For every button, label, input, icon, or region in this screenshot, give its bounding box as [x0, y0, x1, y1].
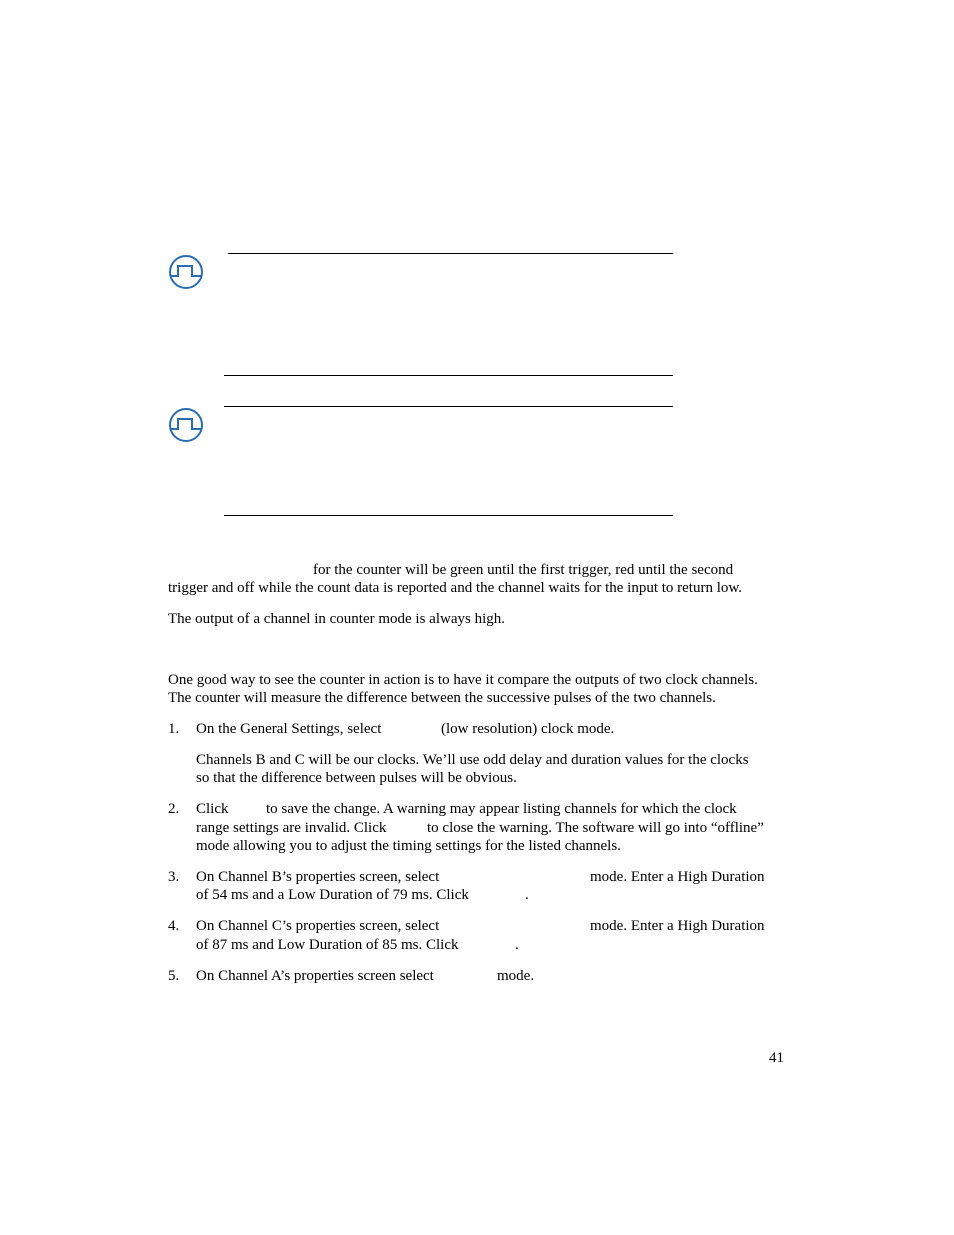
step-text: . — [525, 887, 529, 903]
step-number: 3. — [168, 869, 180, 885]
clock-pulse-icon — [167, 406, 205, 444]
step-number: 2. — [168, 801, 180, 817]
step-number: 5. — [168, 968, 180, 984]
step-text: to save the change. A warning may appear listing channels for which the clock — [266, 801, 737, 817]
step-text: On the General Settings, select — [196, 721, 382, 737]
step-text: On Channel C’s properties screen, select — [196, 918, 440, 934]
note-top-rule — [224, 406, 673, 407]
step-text: mode. Enter a High Duration — [590, 869, 765, 885]
step-text: mode. — [497, 968, 535, 984]
step-text: range settings are invalid. Click — [196, 820, 387, 836]
step-text: Click — [196, 801, 229, 817]
step-subtext: Channels B and C will be our clocks. We’ll use odd delay and duration values for the clocks — [196, 752, 749, 768]
step-text: to close the warning. The software will go into “offline” — [427, 820, 764, 836]
step-text: (low resolution) clock mode. — [441, 721, 615, 737]
step-number: 4. — [168, 918, 180, 934]
step-text: On Channel A’s properties screen select — [196, 968, 434, 984]
step-number: 1. — [168, 721, 180, 737]
step-text: mode. Enter a High Duration — [590, 918, 765, 934]
led-paragraph-line: trigger and off while the count data is reported and the channel waits for the input to return low. — [168, 580, 742, 596]
step-text: On Channel B’s properties screen, select — [196, 869, 440, 885]
intro-paragraph-line: The counter will measure the difference between the successive pulses of the two channels. — [168, 690, 716, 706]
clock-pulse-icon — [167, 253, 205, 291]
note-top-rule — [228, 253, 673, 254]
note-bottom-rule — [224, 375, 673, 376]
note-bottom-rule — [224, 515, 673, 516]
led-paragraph-line: for the counter will be green until the first trigger, red until the second — [313, 562, 734, 578]
output-paragraph: The output of a channel in counter mode is always high. — [168, 611, 505, 627]
step-text: . — [515, 937, 519, 953]
intro-paragraph-line: One good way to see the counter in action is to have it compare the outputs of two clock channels. — [168, 672, 758, 688]
step-subtext: so that the difference between pulses will be obvious. — [196, 770, 517, 786]
page-number: 41 — [769, 1050, 784, 1066]
step-text: of 54 ms and a Low Duration of 79 ms. Click — [196, 887, 469, 903]
step-text: of 87 ms and Low Duration of 85 ms. Click — [196, 937, 459, 953]
step-text: mode allowing you to adjust the timing settings for the listed channels. — [196, 838, 621, 854]
